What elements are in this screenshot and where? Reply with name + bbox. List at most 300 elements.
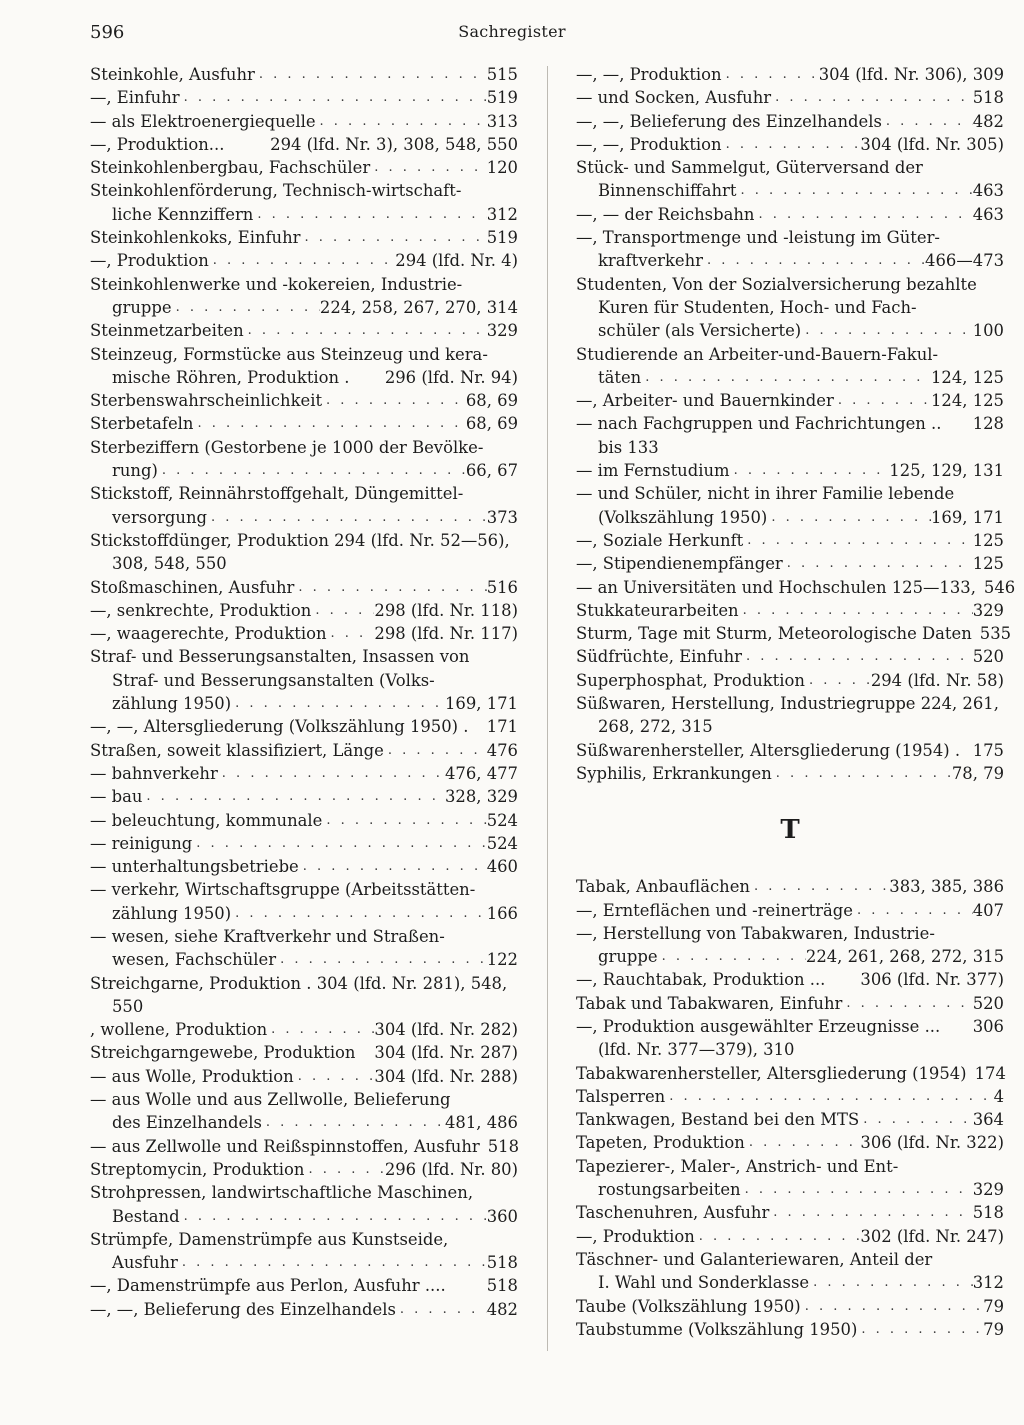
index-term: —, Damenstrümpfe aus Perlon, Ausfuhr .... <box>90 1276 446 1296</box>
index-term: Steinkohlenwerke und -kokereien, Industrie- <box>90 274 463 294</box>
index-entry-line <box>90 1111 518 1134</box>
page-reference: 125 <box>972 530 1004 550</box>
leader-dots <box>384 739 487 762</box>
index-term: Tapezierer-, Maler-, Anstrich- und Ent- <box>576 1156 899 1176</box>
page-reference: 482 <box>972 111 1004 131</box>
index-entry-line <box>90 552 518 575</box>
index-entry <box>90 972 518 1019</box>
leader-dots <box>882 110 973 133</box>
index-term: 308, 548, 550 <box>112 554 227 574</box>
page-reference: 329 <box>972 1180 1004 1200</box>
index-entry-line <box>90 459 518 482</box>
page-reference: 328, 329 <box>445 787 518 807</box>
index-entry-line <box>576 715 1004 738</box>
index-entry <box>90 133 518 156</box>
page-reference: 546 <box>983 577 1016 597</box>
index-term: mische Röhren, Produktion . <box>112 367 350 387</box>
index-term: —, Transportmenge und -leistung im Güter- <box>576 228 940 248</box>
index-term: Steinkohlenkoks, Einfuhr <box>90 228 301 248</box>
index-entry <box>90 63 518 86</box>
page-reference: 296 (lfd. Nr. 80) <box>384 1159 518 1179</box>
leader-dots <box>809 1271 973 1294</box>
page-reference: 312 <box>972 1273 1004 1293</box>
page-reference: 476 <box>486 740 518 760</box>
page-reference: 476, 477 <box>445 763 518 783</box>
index-term: Ausfuhr <box>112 1253 178 1273</box>
index-term: — reinigung <box>90 833 193 853</box>
leader-dots <box>255 63 487 86</box>
page-reference: 515 <box>486 65 518 84</box>
leader-dots <box>742 645 973 668</box>
index-term: 268, 272, 315 <box>598 717 713 737</box>
index-entry-line <box>576 133 1004 156</box>
leader-dots <box>267 1018 374 1041</box>
leader-dots <box>940 1015 973 1038</box>
index-term: —, waagerechte, Produktion <box>90 624 327 644</box>
page-reference: 66, 67 <box>465 461 518 481</box>
index-term: Süßwaren, Herstellung, Industriegruppe 224, 261, <box>576 694 999 714</box>
index-entry-line <box>576 506 1004 529</box>
leader-dots <box>857 1318 983 1341</box>
index-entry-line <box>90 389 518 412</box>
leader-dots <box>192 832 486 855</box>
index-entry-line <box>90 925 518 948</box>
index-term: —, —, Belieferung des Einzelhandels <box>576 111 882 131</box>
index-term: — an Universitäten und Hochschulen 125—133, <box>576 577 976 597</box>
index-entry <box>90 925 518 972</box>
index-entry-line <box>90 972 518 995</box>
index-term: des Einzelhandels <box>112 1113 262 1133</box>
index-entry-line <box>90 203 518 226</box>
index-entry-line <box>90 669 518 692</box>
index-term: täten <box>598 367 642 387</box>
index-entry <box>576 1108 1004 1131</box>
leader-dots <box>801 1295 983 1318</box>
index-entry <box>576 739 1004 762</box>
leader-dots <box>659 436 1004 459</box>
index-term: —, —, Produktion <box>576 65 722 84</box>
leader-dots <box>771 86 973 109</box>
leader-dots <box>713 715 1004 738</box>
index-term: rung) <box>112 461 158 481</box>
index-term: Sterbetafeln <box>90 414 194 434</box>
index-entry <box>90 156 518 179</box>
index-term: Sterbeziffern (Gestorbene je 1000 der Bevölke- <box>90 437 484 457</box>
index-term: — bau <box>90 787 143 807</box>
page-reference: 175 <box>972 740 1004 760</box>
index-column-left <box>90 63 518 1321</box>
leader-dots <box>853 899 973 922</box>
index-entry <box>576 645 1004 668</box>
page-reference: 120 <box>486 158 518 178</box>
leader-dots <box>695 1225 861 1248</box>
index-term: — unterhaltungsbetriebe <box>90 857 299 877</box>
page-reference: 171 <box>486 717 518 737</box>
index-entry <box>576 482 1004 529</box>
index-entry-line <box>90 86 518 109</box>
leader-dots <box>730 459 890 482</box>
index-entry <box>90 319 518 342</box>
leader-dots <box>743 529 972 552</box>
index-entry <box>90 249 518 272</box>
page-number: 596 <box>90 22 125 43</box>
page-reference: 463 <box>972 204 1004 224</box>
index-term: wesen, Fachschüler <box>112 950 277 970</box>
index-entry <box>90 1018 518 1041</box>
index-term: Täschner- und Galanteriewaren, Anteil der <box>576 1249 933 1269</box>
leader-dots <box>244 319 487 342</box>
index-entry-line <box>90 1251 518 1274</box>
leader-dots <box>783 552 973 575</box>
index-term: Stickstoffdünger, Produktion 294 (lfd. Nr. 52—56), <box>90 530 510 550</box>
index-entry <box>576 1085 1004 1108</box>
index-entry <box>90 645 518 715</box>
index-entry <box>90 1181 518 1228</box>
index-entry-line <box>90 319 518 342</box>
leader-dots <box>739 599 973 622</box>
index-term: Streptomycin, Produktion <box>90 1159 305 1179</box>
index-term: Studenten, Von der Sozialversicherung bezahlte <box>576 274 977 294</box>
page-reference: 306 (lfd. Nr. 377) <box>860 970 1004 990</box>
index-term: Taube (Volkszählung 1950) <box>576 1296 801 1316</box>
index-term: Stoßmaschinen, Ausfuhr <box>90 577 295 597</box>
index-term: Sterbenswahrscheinlichkeit <box>90 391 323 411</box>
leader-dots <box>262 1111 445 1134</box>
index-entry-line <box>576 1062 1004 1085</box>
index-entry-line <box>90 1065 518 1088</box>
page-reference: 304 (lfd. Nr. 288) <box>374 1066 518 1086</box>
index-entry-line <box>576 273 1004 296</box>
index-entry-line <box>90 1298 518 1321</box>
index-entry-line <box>90 1088 518 1111</box>
index-entry <box>576 599 1004 622</box>
index-entry-line <box>576 459 1004 482</box>
index-term: versorgung <box>112 507 208 527</box>
index-entry-line <box>90 715 518 738</box>
index-entry-line <box>576 1155 1004 1178</box>
index-entry-line <box>576 645 1004 668</box>
page-reference: 520 <box>972 647 1004 667</box>
index-term: Stück- und Sammelgut, Güterversand der <box>576 158 923 178</box>
index-entry <box>576 226 1004 273</box>
leader-dots <box>209 249 395 272</box>
index-entry-line <box>90 622 518 645</box>
page-reference: 174 <box>974 1063 1006 1083</box>
index-entry-line <box>576 412 1004 435</box>
index-entry <box>90 86 518 109</box>
leader-dots <box>253 203 486 226</box>
leader-dots <box>754 203 972 226</box>
page-reference: 518 <box>972 88 1004 108</box>
index-entry-line <box>576 992 1004 1015</box>
index-term: —, —, Belieferung des Einzelhandels <box>90 1299 396 1319</box>
index-entry <box>90 1274 518 1297</box>
page-reference: 79 <box>983 1296 1004 1316</box>
index-entry-line <box>576 63 1004 86</box>
leader-dots <box>396 1298 487 1321</box>
index-entry-line <box>576 1178 1004 1201</box>
index-term: Südfrüchte, Einfuhr <box>576 647 742 667</box>
index-entry <box>90 1041 518 1064</box>
index-entry-line <box>90 110 518 133</box>
index-term: Sturm, Tage mit Sturm, Meteorologische Daten <box>576 624 972 644</box>
index-term: — im Fernstudium <box>576 461 730 481</box>
leader-dots <box>772 762 952 785</box>
index-entry <box>90 1298 518 1321</box>
page-reference: 169, 171 <box>445 694 518 714</box>
index-term: Stickstoff, Reinnährstoffgehalt, Düngemittel- <box>90 484 464 504</box>
index-entry <box>576 63 1004 86</box>
index-term: —, — der Reichsbahn <box>576 204 755 224</box>
index-term: Straf- und Besserungsanstalten (Volks- <box>112 670 435 690</box>
index-entry-line <box>90 739 518 762</box>
index-entry-line <box>576 110 1004 133</box>
index-entry <box>576 1131 1004 1154</box>
index-term: Taschenuhren, Ausfuhr <box>576 1203 770 1223</box>
index-entry-line <box>576 343 1004 366</box>
index-entry <box>90 273 518 320</box>
index-entry <box>576 273 1004 343</box>
page-reference: 224, 261, 268, 272, 315 <box>805 947 1004 967</box>
index-term: I. Wahl und Sonderklasse <box>598 1273 810 1293</box>
page-header <box>0 18 1024 48</box>
index-term: Tabak und Tabakwaren, Einfuhr <box>576 993 843 1013</box>
index-term: Steinzeug, Formstücke aus Steinzeug und kera- <box>90 344 488 364</box>
index-entry <box>576 436 1004 459</box>
index-term: —, senkrechte, Produktion <box>90 600 312 620</box>
page-reference: 298 (lfd. Nr. 118) <box>374 600 518 620</box>
index-entry <box>576 529 1004 552</box>
leader-dots <box>722 63 819 86</box>
index-entry-line <box>576 249 1004 272</box>
index-entry-line <box>576 1131 1004 1154</box>
index-entry-line <box>576 968 1004 991</box>
leader-dots <box>805 669 871 692</box>
index-term: Straf- und Besserungsanstalten, Insassen von <box>90 647 470 667</box>
leader-dots <box>327 622 375 645</box>
page-reference: 524 <box>486 833 518 853</box>
index-term: rostungsarbeiten <box>598 1180 741 1200</box>
leader-dots <box>480 1135 488 1158</box>
index-entry-line <box>576 945 1004 968</box>
index-entry-line <box>576 226 1004 249</box>
page-reference: 516 <box>486 577 518 597</box>
index-term: Steinmetzarbeiten <box>90 321 244 341</box>
index-entry-line <box>90 1041 518 1064</box>
index-entry <box>576 875 1004 898</box>
leader-dots <box>207 506 487 529</box>
page-reference: 124, 125 <box>931 367 1004 387</box>
page-reference: 304 (lfd. Nr. 306), 309 <box>818 65 1004 84</box>
index-term: Superphosphat, Produktion <box>576 670 805 690</box>
index-term: Streichgarne, Produktion . 304 (lfd. Nr. 281), 548, <box>90 973 508 993</box>
index-entry <box>576 459 1004 482</box>
page-reference: 4 <box>993 1086 1004 1106</box>
index-entry <box>90 599 518 622</box>
page-reference: 520 <box>972 993 1004 1013</box>
index-entry <box>576 156 1004 203</box>
page-reference: 166 <box>486 903 518 923</box>
index-entry-line <box>90 1135 518 1158</box>
leader-dots <box>218 762 445 785</box>
leader-dots <box>665 1085 993 1108</box>
index-entry-line <box>90 878 518 901</box>
page-reference: 122 <box>486 950 518 970</box>
index-term: — nach Fachgruppen und Fachrichtungen .. <box>576 414 942 434</box>
leader-dots <box>180 1205 487 1228</box>
index-term: schüler (als Versicherte) <box>598 321 802 341</box>
index-entry <box>90 226 518 249</box>
index-term: — wesen, siehe Kraftverkehr und Straßen- <box>90 926 445 946</box>
index-entry-line <box>90 995 518 1018</box>
index-entry <box>90 1135 518 1158</box>
leader-dots <box>178 1251 487 1274</box>
index-entry-line <box>90 179 518 202</box>
index-entry-line <box>90 63 518 86</box>
page-reference: 481, 486 <box>445 1113 518 1133</box>
index-entry <box>576 133 1004 156</box>
index-entry <box>90 1088 518 1135</box>
index-entry-line <box>90 576 518 599</box>
page-reference: 519 <box>486 228 518 248</box>
index-entry <box>90 1065 518 1088</box>
index-term: — aus Zellwolle und Reißspinnstoffen, Ausfuhr <box>90 1136 480 1156</box>
index-entry-line <box>90 1228 518 1251</box>
index-term: —, Stipendienempfänger <box>576 554 783 574</box>
leader-dots <box>960 739 973 762</box>
index-entry <box>90 622 518 645</box>
index-entry <box>576 1038 1004 1061</box>
leader-dots <box>158 459 466 482</box>
index-term: Steinkohle, Ausfuhr <box>90 65 255 84</box>
index-term: —, Einfuhr <box>90 88 180 108</box>
index-entry-line <box>90 1274 518 1297</box>
index-term: —, Soziale Herkunft <box>576 530 744 550</box>
index-entry-line <box>576 1201 1004 1224</box>
index-entry-line <box>576 552 1004 575</box>
page-reference: 407 <box>972 900 1004 920</box>
index-entry-line <box>90 436 518 459</box>
index-entry <box>576 389 1004 412</box>
index-term: —, Ernteflächen und -reinerträge <box>576 900 853 920</box>
index-term: Kuren für Studenten, Hoch- und Fach- <box>598 297 917 317</box>
page-reference: 302 (lfd. Nr. 247) <box>860 1226 1004 1246</box>
index-term: bis 133 <box>598 437 659 457</box>
index-entry <box>576 762 1004 785</box>
page-reference: 466—473 <box>925 251 1004 271</box>
index-entry-line <box>90 1018 518 1041</box>
index-term: 550 <box>112 996 144 1016</box>
index-entry-line <box>576 482 1004 505</box>
index-entry-line <box>576 1038 1004 1061</box>
index-term: — und Socken, Ausfuhr <box>576 88 772 108</box>
index-entry-line <box>576 669 1004 692</box>
index-entry <box>576 1015 1004 1038</box>
page-reference: 518 <box>486 1276 518 1296</box>
index-entry <box>576 1295 1004 1318</box>
leader-dots <box>180 86 487 109</box>
index-term: gruppe <box>598 947 658 967</box>
index-entry-line <box>576 1295 1004 1318</box>
index-entry-line <box>90 273 518 296</box>
leader-dots <box>801 319 973 342</box>
leader-dots <box>322 809 486 832</box>
index-term: (Volkszählung 1950) <box>598 507 768 527</box>
index-entry-line <box>90 226 518 249</box>
leader-dots <box>172 296 320 319</box>
index-entry <box>576 899 1004 922</box>
index-entry-line <box>90 249 518 272</box>
index-entry-line <box>90 785 518 808</box>
index-entry-line <box>90 529 518 552</box>
index-entry <box>576 669 1004 692</box>
leader-dots <box>294 576 486 599</box>
index-entry-line <box>576 1318 1004 1341</box>
index-entry <box>576 86 1004 109</box>
page-reference: 78, 79 <box>951 763 1004 783</box>
index-term: Talsperren <box>576 1086 666 1106</box>
index-entry <box>90 179 518 226</box>
index-entry-line <box>90 692 518 715</box>
index-entry-line <box>576 762 1004 785</box>
leader-dots <box>299 855 487 878</box>
page-reference: 518 <box>487 1136 520 1156</box>
leader-dots <box>304 1158 384 1181</box>
index-entry <box>90 110 518 133</box>
index-entry <box>576 552 1004 575</box>
index-entry-line <box>90 855 518 878</box>
index-term: Stukkateurarbeiten <box>576 600 739 620</box>
index-entry <box>576 203 1004 226</box>
index-term: Tabak, Anbauflächen <box>576 877 750 897</box>
index-entry-line <box>576 319 1004 342</box>
index-term: Bestand <box>112 1206 180 1226</box>
page-title: Sachregister <box>458 22 566 41</box>
page-reference: 68, 69 <box>465 391 518 411</box>
index-entry-line <box>576 389 1004 412</box>
index-entry-line <box>90 832 518 855</box>
leader-dots <box>658 945 806 968</box>
index-entry <box>90 1158 518 1181</box>
index-entry-line <box>90 902 518 925</box>
page-reference: 312 <box>486 204 518 224</box>
leader-dots <box>750 875 889 898</box>
index-term: gruppe <box>112 297 172 317</box>
leader-dots <box>842 992 972 1015</box>
index-entry-line <box>576 875 1004 898</box>
index-entry-line <box>576 1225 1004 1248</box>
index-term: —, —, Produktion <box>576 134 722 154</box>
page-reference: 304 (lfd. Nr. 282) <box>374 1020 518 1040</box>
index-entry-line <box>576 899 1004 922</box>
index-entry <box>90 529 518 576</box>
page-reference: 519 <box>486 88 518 108</box>
index-entry <box>576 576 1016 599</box>
index-entry-line <box>576 922 1004 945</box>
index-entry <box>90 482 518 529</box>
index-term: — als Elektroenergiequelle <box>90 111 316 131</box>
page-reference: 383, 385, 386 <box>889 877 1004 897</box>
index-entry <box>576 1248 1004 1295</box>
index-term: —, Produktion... <box>90 134 225 154</box>
index-term: —, Arbeiter- und Bauernkinder <box>576 391 834 411</box>
index-term: Steinkohlenförderung, Technisch-wirtschaft- <box>90 181 462 201</box>
page-reference: 313 <box>486 111 518 131</box>
page-reference: 329 <box>486 321 518 341</box>
leader-dots <box>794 1038 1004 1061</box>
leader-dots <box>976 576 984 599</box>
leader-dots <box>301 226 487 249</box>
